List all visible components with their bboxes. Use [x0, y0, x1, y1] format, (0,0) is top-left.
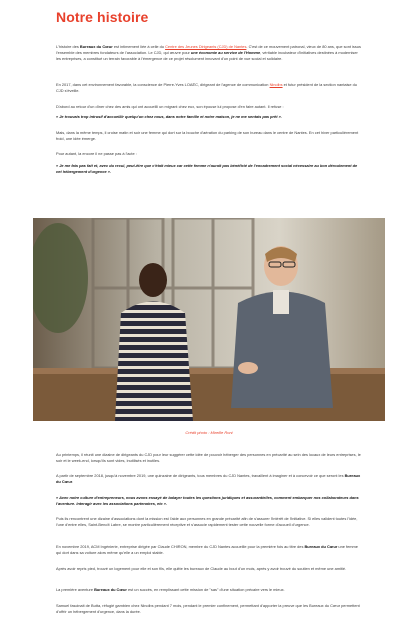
quote-2: « Je me fais pas fait et, avec du recul, peut-être que c'était mieux car cette femme n'aurait pas bénéficié de l'encadrement social nécessaire au bon déroulement de cet hébergement d'urgence ».: [56, 163, 358, 175]
quote-3: « Avec notre culture d'entrepreneurs, nous avons essayé de balayer toutes les questions juridiques et assurantielles, comment embarquer nos collaborateurs dans l'aventure. Interagir avec les associations partenaires, etc ».: [56, 495, 359, 507]
body-paragraph-3: Puis ils rencontrent une dizaine d'associations dont la mission est l'aide aux personnes en grande précarité afin de s'assurer l'intérêt de l'initiative. Si elles valident toutes l'idée, l'une d'entre elles, Saint-Benoît Labre, se montre particulièrement réceptive et s'associe rapidement tester cette nouvelle forme d'accueil d'urgence.: [56, 516, 358, 528]
body-paragraph-7: Samuel fascinait de Butta, réfugié gambien chez Ninolbs pendant 7 mois, pendant le premier confinement, permettant d'apporter la preuve que les Bureaux du Cœur permettent d'offrir un hébergement d'urgence, dans la durée.: [56, 603, 360, 615]
quote-1: « Je trouvais trop intrusif d'accueillir quelqu'un chez nous, dans notre famille et notre maison, je ne me sentais pas prêt ».: [56, 114, 282, 119]
body-paragraph-1: Au printemps, il réunit une dizaine de dirigeants du CJD pour leur suggérer cette idée de pouvoir héberger des personnes en précarité au sein des locaux de leurs entreprises, le soir et le week-end, lorsqu'ils sont vides, inutilisés et inutiles.: [56, 452, 361, 464]
body-paragraph-5: Après avoir repris pied, trouvé un logement pour elle et son fils, elle quitte les bureaux de Claude au bout d'un mois, après y avoir trouvé du soutien et même une amitié.: [56, 566, 347, 571]
intro-paragraph-2: En 2017, dans cet environnement favorable, la conscience de Pierre-Yves LOAËC, dirigeant de l'agence de communication Ninolbs et futur président de la section nantaise du CJD s'éveille.: [56, 82, 357, 94]
body-paragraph-6: La première aventure Bureaux du Cœur est un succès, en remplissant cette mission de "sas" d'une situation précaire vers le mieux.: [56, 587, 285, 592]
founders-photo-image: [33, 218, 385, 421]
body-paragraph-2: A partir de septembre 2018, jusqu'à novembre 2019, une quinzaine de dirigeants, tous membres du CJD Nantes, travaillent à imaginer et à concevoir ce que seront les Bureaux du Cœur.: [56, 473, 361, 485]
intro-paragraph-4: Mais, dans la même temps, il croise matin et soir une femme qui dort sur la bouche d'aération du parking de son bureau dans le centre de Nantes. En cet hiver particulièrement froid, une idée émerge.: [56, 130, 359, 142]
photo-caption: Crédit photo : Mireille Roni: [185, 430, 233, 435]
ninolbs-link[interactable]: Ninolbs: [269, 82, 283, 87]
cjd-nantes-link[interactable]: Centre des Jeunes Dirigeants (CJD) de Nantes: [165, 44, 247, 49]
page-title: Notre histoire: [56, 9, 149, 25]
intro-paragraph-3: D'abord au retour d'un dîner chez des amis qui ont accueilli un migrant chez eux, son épouse lui propose d'en faire autant. Il refuse :: [56, 104, 284, 109]
intro-paragraph-1: L'histoire des Bureaux du Cœur est intimement liée à celle du Centre des Jeunes Dirigeants (CJD) de Nantes. C'est de ce mouvement patronal, vieux de 80 ans, que sont issus l'ensemble des membres fondateurs de l'association. Le CJD, qui œuvre pour une économie au service de l'Homme, véritable incubateur d'initiatives destinées à moderniser les entreprises, a constitué un terrain favorable à l'émergence de ce projet résolument innovant d'un point de vue social et solidaire.: [56, 44, 361, 62]
founders-photo: [33, 218, 385, 421]
body-paragraph-4: En novembre 2019, ACM Ingénierie, entreprise dirigée par Claude CHIRON, membre du CJD Nantes accueille pour la première fois au titre des Bureaux du Cœur une femme qui dort dans sa voiture alors même qu'elle a un emploi stable.: [56, 544, 358, 556]
intro-paragraph-5: Pour autant, la encore il ne passe pas à l'acte :: [56, 151, 137, 156]
